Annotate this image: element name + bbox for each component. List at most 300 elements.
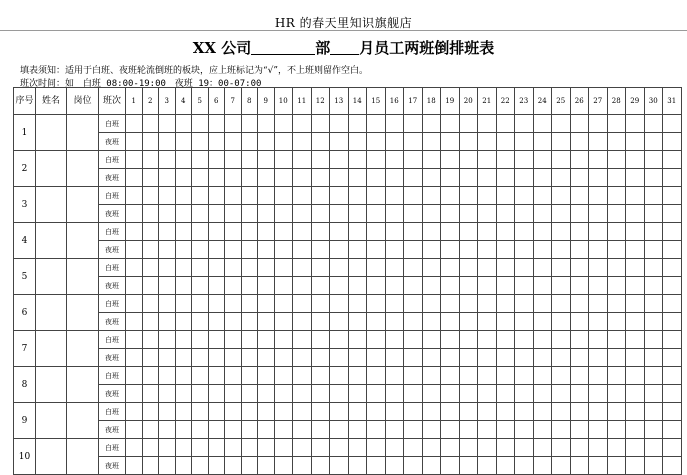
schedule-cell[interactable] bbox=[570, 205, 589, 223]
schedule-cell[interactable] bbox=[496, 295, 515, 313]
schedule-cell[interactable] bbox=[348, 169, 367, 187]
schedule-cell[interactable] bbox=[159, 295, 176, 313]
schedule-cell[interactable] bbox=[208, 187, 225, 205]
schedule-cell[interactable] bbox=[142, 259, 159, 277]
schedule-cell[interactable] bbox=[274, 457, 293, 475]
schedule-cell[interactable] bbox=[367, 187, 386, 205]
schedule-cell[interactable] bbox=[459, 403, 478, 421]
schedule-cell[interactable] bbox=[515, 205, 534, 223]
schedule-cell[interactable] bbox=[570, 115, 589, 133]
schedule-cell[interactable] bbox=[496, 187, 515, 205]
schedule-cell[interactable] bbox=[589, 259, 608, 277]
schedule-cell[interactable] bbox=[385, 349, 404, 367]
schedule-cell[interactable] bbox=[385, 457, 404, 475]
schedule-cell[interactable] bbox=[607, 115, 626, 133]
schedule-cell[interactable] bbox=[552, 367, 571, 385]
schedule-cell[interactable] bbox=[552, 187, 571, 205]
schedule-cell[interactable] bbox=[241, 295, 258, 313]
schedule-cell[interactable] bbox=[311, 133, 330, 151]
schedule-cell[interactable] bbox=[293, 241, 312, 259]
schedule-cell[interactable] bbox=[330, 403, 349, 421]
schedule-cell[interactable] bbox=[441, 331, 460, 349]
schedule-cell[interactable] bbox=[142, 169, 159, 187]
schedule-cell[interactable] bbox=[478, 133, 497, 151]
schedule-cell[interactable] bbox=[330, 457, 349, 475]
schedule-cell[interactable] bbox=[663, 241, 682, 259]
schedule-cell[interactable] bbox=[441, 403, 460, 421]
schedule-cell[interactable] bbox=[330, 277, 349, 295]
schedule-cell[interactable] bbox=[552, 223, 571, 241]
schedule-cell[interactable] bbox=[607, 295, 626, 313]
schedule-cell[interactable] bbox=[552, 457, 571, 475]
schedule-cell[interactable] bbox=[258, 385, 275, 403]
schedule-cell[interactable] bbox=[330, 295, 349, 313]
schedule-cell[interactable] bbox=[478, 151, 497, 169]
schedule-cell[interactable] bbox=[293, 457, 312, 475]
schedule-cell[interactable] bbox=[385, 241, 404, 259]
schedule-cell[interactable] bbox=[552, 349, 571, 367]
schedule-cell[interactable] bbox=[258, 295, 275, 313]
schedule-cell[interactable] bbox=[311, 259, 330, 277]
schedule-cell[interactable] bbox=[192, 385, 209, 403]
schedule-cell[interactable] bbox=[367, 349, 386, 367]
schedule-cell[interactable] bbox=[192, 295, 209, 313]
schedule-cell[interactable] bbox=[126, 151, 143, 169]
schedule-cell[interactable] bbox=[515, 349, 534, 367]
schedule-cell[interactable] bbox=[570, 295, 589, 313]
schedule-cell[interactable] bbox=[311, 439, 330, 457]
schedule-cell[interactable] bbox=[589, 439, 608, 457]
schedule-cell[interactable] bbox=[385, 133, 404, 151]
employee-name-cell[interactable] bbox=[36, 115, 67, 151]
schedule-cell[interactable] bbox=[192, 259, 209, 277]
schedule-cell[interactable] bbox=[552, 259, 571, 277]
schedule-cell[interactable] bbox=[159, 313, 176, 331]
schedule-cell[interactable] bbox=[293, 115, 312, 133]
schedule-cell[interactable] bbox=[274, 313, 293, 331]
schedule-cell[interactable] bbox=[607, 223, 626, 241]
schedule-cell[interactable] bbox=[159, 133, 176, 151]
schedule-cell[interactable] bbox=[159, 367, 176, 385]
schedule-cell[interactable] bbox=[258, 115, 275, 133]
schedule-cell[interactable] bbox=[626, 133, 645, 151]
schedule-cell[interactable] bbox=[241, 259, 258, 277]
schedule-cell[interactable] bbox=[552, 151, 571, 169]
schedule-cell[interactable] bbox=[663, 187, 682, 205]
schedule-cell[interactable] bbox=[385, 151, 404, 169]
schedule-cell[interactable] bbox=[478, 385, 497, 403]
schedule-cell[interactable] bbox=[644, 385, 663, 403]
schedule-cell[interactable] bbox=[404, 205, 423, 223]
schedule-cell[interactable] bbox=[293, 403, 312, 421]
schedule-cell[interactable] bbox=[175, 259, 192, 277]
schedule-cell[interactable] bbox=[478, 259, 497, 277]
schedule-cell[interactable] bbox=[478, 169, 497, 187]
schedule-cell[interactable] bbox=[441, 151, 460, 169]
schedule-cell[interactable] bbox=[208, 457, 225, 475]
schedule-cell[interactable] bbox=[459, 259, 478, 277]
schedule-cell[interactable] bbox=[626, 205, 645, 223]
schedule-cell[interactable] bbox=[589, 295, 608, 313]
schedule-cell[interactable] bbox=[192, 277, 209, 295]
schedule-cell[interactable] bbox=[159, 151, 176, 169]
schedule-cell[interactable] bbox=[552, 313, 571, 331]
schedule-cell[interactable] bbox=[644, 439, 663, 457]
schedule-cell[interactable] bbox=[441, 169, 460, 187]
schedule-cell[interactable] bbox=[404, 259, 423, 277]
schedule-cell[interactable] bbox=[330, 223, 349, 241]
schedule-cell[interactable] bbox=[496, 457, 515, 475]
schedule-cell[interactable] bbox=[404, 295, 423, 313]
schedule-cell[interactable] bbox=[570, 421, 589, 439]
schedule-cell[interactable] bbox=[159, 385, 176, 403]
schedule-cell[interactable] bbox=[385, 187, 404, 205]
schedule-cell[interactable] bbox=[258, 367, 275, 385]
schedule-cell[interactable] bbox=[441, 457, 460, 475]
schedule-cell[interactable] bbox=[552, 421, 571, 439]
schedule-cell[interactable] bbox=[385, 403, 404, 421]
schedule-cell[interactable] bbox=[441, 385, 460, 403]
schedule-cell[interactable] bbox=[142, 277, 159, 295]
position-cell[interactable] bbox=[67, 187, 99, 223]
schedule-cell[interactable] bbox=[192, 223, 209, 241]
schedule-cell[interactable] bbox=[142, 223, 159, 241]
schedule-cell[interactable] bbox=[404, 331, 423, 349]
schedule-cell[interactable] bbox=[385, 205, 404, 223]
schedule-cell[interactable] bbox=[225, 169, 242, 187]
schedule-cell[interactable] bbox=[533, 457, 552, 475]
schedule-cell[interactable] bbox=[293, 385, 312, 403]
position-cell[interactable] bbox=[67, 115, 99, 151]
schedule-cell[interactable] bbox=[258, 205, 275, 223]
schedule-cell[interactable] bbox=[367, 403, 386, 421]
schedule-cell[interactable] bbox=[589, 169, 608, 187]
schedule-cell[interactable] bbox=[241, 277, 258, 295]
schedule-cell[interactable] bbox=[607, 313, 626, 331]
schedule-cell[interactable] bbox=[441, 295, 460, 313]
schedule-cell[interactable] bbox=[126, 241, 143, 259]
schedule-cell[interactable] bbox=[293, 439, 312, 457]
schedule-cell[interactable] bbox=[142, 205, 159, 223]
schedule-cell[interactable] bbox=[274, 367, 293, 385]
schedule-cell[interactable] bbox=[459, 241, 478, 259]
schedule-cell[interactable] bbox=[225, 421, 242, 439]
schedule-cell[interactable] bbox=[293, 331, 312, 349]
schedule-cell[interactable] bbox=[663, 115, 682, 133]
schedule-cell[interactable] bbox=[663, 439, 682, 457]
schedule-cell[interactable] bbox=[311, 205, 330, 223]
schedule-cell[interactable] bbox=[126, 403, 143, 421]
schedule-cell[interactable] bbox=[663, 367, 682, 385]
schedule-cell[interactable] bbox=[159, 277, 176, 295]
schedule-cell[interactable] bbox=[570, 331, 589, 349]
schedule-cell[interactable] bbox=[626, 169, 645, 187]
schedule-cell[interactable] bbox=[208, 151, 225, 169]
schedule-cell[interactable] bbox=[459, 331, 478, 349]
schedule-cell[interactable] bbox=[496, 439, 515, 457]
schedule-cell[interactable] bbox=[663, 259, 682, 277]
schedule-cell[interactable] bbox=[626, 421, 645, 439]
schedule-cell[interactable] bbox=[175, 169, 192, 187]
schedule-cell[interactable] bbox=[478, 439, 497, 457]
schedule-cell[interactable] bbox=[330, 205, 349, 223]
schedule-cell[interactable] bbox=[459, 349, 478, 367]
schedule-cell[interactable] bbox=[385, 385, 404, 403]
position-cell[interactable] bbox=[67, 295, 99, 331]
schedule-cell[interactable] bbox=[552, 331, 571, 349]
schedule-cell[interactable] bbox=[159, 457, 176, 475]
schedule-cell[interactable] bbox=[348, 313, 367, 331]
schedule-cell[interactable] bbox=[589, 313, 608, 331]
schedule-cell[interactable] bbox=[478, 367, 497, 385]
schedule-cell[interactable] bbox=[142, 385, 159, 403]
schedule-cell[interactable] bbox=[258, 277, 275, 295]
schedule-cell[interactable] bbox=[175, 151, 192, 169]
schedule-cell[interactable] bbox=[385, 421, 404, 439]
schedule-cell[interactable] bbox=[644, 349, 663, 367]
schedule-cell[interactable] bbox=[515, 457, 534, 475]
schedule-cell[interactable] bbox=[644, 313, 663, 331]
schedule-cell[interactable] bbox=[644, 403, 663, 421]
schedule-cell[interactable] bbox=[404, 115, 423, 133]
schedule-cell[interactable] bbox=[348, 223, 367, 241]
schedule-cell[interactable] bbox=[589, 187, 608, 205]
schedule-cell[interactable] bbox=[644, 457, 663, 475]
schedule-cell[interactable] bbox=[404, 241, 423, 259]
schedule-cell[interactable] bbox=[496, 115, 515, 133]
schedule-cell[interactable] bbox=[589, 349, 608, 367]
schedule-cell[interactable] bbox=[626, 115, 645, 133]
schedule-cell[interactable] bbox=[422, 421, 441, 439]
schedule-cell[interactable] bbox=[175, 133, 192, 151]
schedule-cell[interactable] bbox=[367, 169, 386, 187]
schedule-cell[interactable] bbox=[570, 277, 589, 295]
schedule-cell[interactable] bbox=[159, 241, 176, 259]
employee-name-cell[interactable] bbox=[36, 439, 67, 475]
schedule-cell[interactable] bbox=[367, 241, 386, 259]
schedule-cell[interactable] bbox=[175, 385, 192, 403]
schedule-cell[interactable] bbox=[478, 277, 497, 295]
schedule-cell[interactable] bbox=[348, 115, 367, 133]
schedule-cell[interactable] bbox=[311, 295, 330, 313]
schedule-cell[interactable] bbox=[422, 205, 441, 223]
schedule-cell[interactable] bbox=[126, 223, 143, 241]
schedule-cell[interactable] bbox=[626, 439, 645, 457]
position-cell[interactable] bbox=[67, 439, 99, 475]
schedule-cell[interactable] bbox=[225, 295, 242, 313]
schedule-cell[interactable] bbox=[241, 421, 258, 439]
schedule-cell[interactable] bbox=[607, 421, 626, 439]
schedule-cell[interactable] bbox=[496, 421, 515, 439]
schedule-cell[interactable] bbox=[515, 187, 534, 205]
schedule-cell[interactable] bbox=[626, 277, 645, 295]
schedule-cell[interactable] bbox=[496, 403, 515, 421]
schedule-cell[interactable] bbox=[225, 115, 242, 133]
schedule-cell[interactable] bbox=[208, 331, 225, 349]
schedule-cell[interactable] bbox=[208, 295, 225, 313]
schedule-cell[interactable] bbox=[175, 295, 192, 313]
schedule-cell[interactable] bbox=[589, 223, 608, 241]
schedule-cell[interactable] bbox=[367, 313, 386, 331]
schedule-cell[interactable] bbox=[626, 385, 645, 403]
schedule-cell[interactable] bbox=[348, 385, 367, 403]
schedule-cell[interactable] bbox=[533, 223, 552, 241]
schedule-cell[interactable] bbox=[515, 151, 534, 169]
schedule-cell[interactable] bbox=[404, 151, 423, 169]
schedule-cell[interactable] bbox=[258, 349, 275, 367]
schedule-cell[interactable] bbox=[404, 403, 423, 421]
schedule-cell[interactable] bbox=[404, 457, 423, 475]
schedule-cell[interactable] bbox=[459, 295, 478, 313]
schedule-cell[interactable] bbox=[159, 403, 176, 421]
schedule-cell[interactable] bbox=[441, 205, 460, 223]
schedule-cell[interactable] bbox=[515, 295, 534, 313]
schedule-cell[interactable] bbox=[274, 133, 293, 151]
schedule-cell[interactable] bbox=[496, 367, 515, 385]
schedule-cell[interactable] bbox=[441, 367, 460, 385]
schedule-cell[interactable] bbox=[385, 313, 404, 331]
schedule-cell[interactable] bbox=[422, 115, 441, 133]
position-cell[interactable] bbox=[67, 331, 99, 367]
schedule-cell[interactable] bbox=[225, 403, 242, 421]
schedule-cell[interactable] bbox=[192, 187, 209, 205]
schedule-cell[interactable] bbox=[515, 439, 534, 457]
schedule-cell[interactable] bbox=[644, 241, 663, 259]
schedule-cell[interactable] bbox=[367, 277, 386, 295]
schedule-cell[interactable] bbox=[225, 133, 242, 151]
schedule-cell[interactable] bbox=[241, 133, 258, 151]
schedule-cell[interactable] bbox=[533, 241, 552, 259]
schedule-cell[interactable] bbox=[644, 223, 663, 241]
schedule-cell[interactable] bbox=[496, 331, 515, 349]
schedule-cell[interactable] bbox=[552, 133, 571, 151]
schedule-cell[interactable] bbox=[515, 241, 534, 259]
schedule-cell[interactable] bbox=[175, 313, 192, 331]
schedule-cell[interactable] bbox=[515, 223, 534, 241]
schedule-cell[interactable] bbox=[142, 295, 159, 313]
schedule-cell[interactable] bbox=[330, 313, 349, 331]
schedule-cell[interactable] bbox=[225, 187, 242, 205]
schedule-cell[interactable] bbox=[225, 241, 242, 259]
schedule-cell[interactable] bbox=[570, 403, 589, 421]
schedule-cell[interactable] bbox=[348, 259, 367, 277]
schedule-cell[interactable] bbox=[478, 313, 497, 331]
schedule-cell[interactable] bbox=[311, 457, 330, 475]
schedule-cell[interactable] bbox=[533, 421, 552, 439]
schedule-cell[interactable] bbox=[142, 367, 159, 385]
schedule-cell[interactable] bbox=[626, 367, 645, 385]
schedule-cell[interactable] bbox=[159, 187, 176, 205]
schedule-cell[interactable] bbox=[607, 187, 626, 205]
schedule-cell[interactable] bbox=[126, 457, 143, 475]
employee-name-cell[interactable] bbox=[36, 151, 67, 187]
schedule-cell[interactable] bbox=[274, 259, 293, 277]
schedule-cell[interactable] bbox=[175, 367, 192, 385]
schedule-cell[interactable] bbox=[459, 313, 478, 331]
schedule-cell[interactable] bbox=[478, 295, 497, 313]
schedule-cell[interactable] bbox=[663, 457, 682, 475]
schedule-cell[interactable] bbox=[367, 421, 386, 439]
schedule-cell[interactable] bbox=[478, 115, 497, 133]
schedule-cell[interactable] bbox=[126, 133, 143, 151]
schedule-cell[interactable] bbox=[626, 313, 645, 331]
schedule-cell[interactable] bbox=[478, 223, 497, 241]
schedule-cell[interactable] bbox=[607, 205, 626, 223]
schedule-cell[interactable] bbox=[663, 385, 682, 403]
schedule-cell[interactable] bbox=[422, 241, 441, 259]
schedule-cell[interactable] bbox=[607, 367, 626, 385]
schedule-cell[interactable] bbox=[192, 313, 209, 331]
schedule-cell[interactable] bbox=[404, 349, 423, 367]
schedule-cell[interactable] bbox=[192, 349, 209, 367]
schedule-cell[interactable] bbox=[441, 421, 460, 439]
schedule-cell[interactable] bbox=[422, 223, 441, 241]
schedule-cell[interactable] bbox=[422, 457, 441, 475]
schedule-cell[interactable] bbox=[570, 457, 589, 475]
schedule-cell[interactable] bbox=[367, 385, 386, 403]
schedule-cell[interactable] bbox=[348, 439, 367, 457]
schedule-cell[interactable] bbox=[496, 169, 515, 187]
schedule-cell[interactable] bbox=[570, 439, 589, 457]
schedule-cell[interactable] bbox=[422, 277, 441, 295]
schedule-cell[interactable] bbox=[533, 133, 552, 151]
schedule-cell[interactable] bbox=[570, 367, 589, 385]
schedule-cell[interactable] bbox=[126, 295, 143, 313]
schedule-cell[interactable] bbox=[459, 277, 478, 295]
schedule-cell[interactable] bbox=[126, 205, 143, 223]
schedule-cell[interactable] bbox=[293, 349, 312, 367]
schedule-cell[interactable] bbox=[241, 439, 258, 457]
schedule-cell[interactable] bbox=[607, 241, 626, 259]
employee-name-cell[interactable] bbox=[36, 367, 67, 403]
schedule-cell[interactable] bbox=[663, 313, 682, 331]
schedule-cell[interactable] bbox=[330, 133, 349, 151]
schedule-cell[interactable] bbox=[126, 169, 143, 187]
schedule-cell[interactable] bbox=[607, 259, 626, 277]
schedule-cell[interactable] bbox=[663, 277, 682, 295]
schedule-cell[interactable] bbox=[348, 403, 367, 421]
schedule-cell[interactable] bbox=[441, 187, 460, 205]
schedule-cell[interactable] bbox=[142, 241, 159, 259]
schedule-cell[interactable] bbox=[663, 205, 682, 223]
schedule-cell[interactable] bbox=[274, 277, 293, 295]
schedule-cell[interactable] bbox=[192, 205, 209, 223]
schedule-cell[interactable] bbox=[258, 421, 275, 439]
schedule-cell[interactable] bbox=[258, 403, 275, 421]
schedule-cell[interactable] bbox=[241, 223, 258, 241]
schedule-cell[interactable] bbox=[241, 187, 258, 205]
schedule-cell[interactable] bbox=[589, 457, 608, 475]
schedule-cell[interactable] bbox=[241, 349, 258, 367]
schedule-cell[interactable] bbox=[241, 205, 258, 223]
schedule-cell[interactable] bbox=[142, 421, 159, 439]
schedule-cell[interactable] bbox=[330, 151, 349, 169]
schedule-cell[interactable] bbox=[274, 169, 293, 187]
schedule-cell[interactable] bbox=[311, 331, 330, 349]
schedule-cell[interactable] bbox=[192, 367, 209, 385]
schedule-cell[interactable] bbox=[126, 187, 143, 205]
schedule-cell[interactable] bbox=[208, 223, 225, 241]
schedule-cell[interactable] bbox=[607, 133, 626, 151]
schedule-cell[interactable] bbox=[663, 133, 682, 151]
schedule-cell[interactable] bbox=[311, 223, 330, 241]
schedule-cell[interactable] bbox=[274, 403, 293, 421]
schedule-cell[interactable] bbox=[533, 439, 552, 457]
schedule-cell[interactable] bbox=[515, 403, 534, 421]
schedule-cell[interactable] bbox=[192, 403, 209, 421]
schedule-cell[interactable] bbox=[225, 277, 242, 295]
schedule-cell[interactable] bbox=[126, 349, 143, 367]
